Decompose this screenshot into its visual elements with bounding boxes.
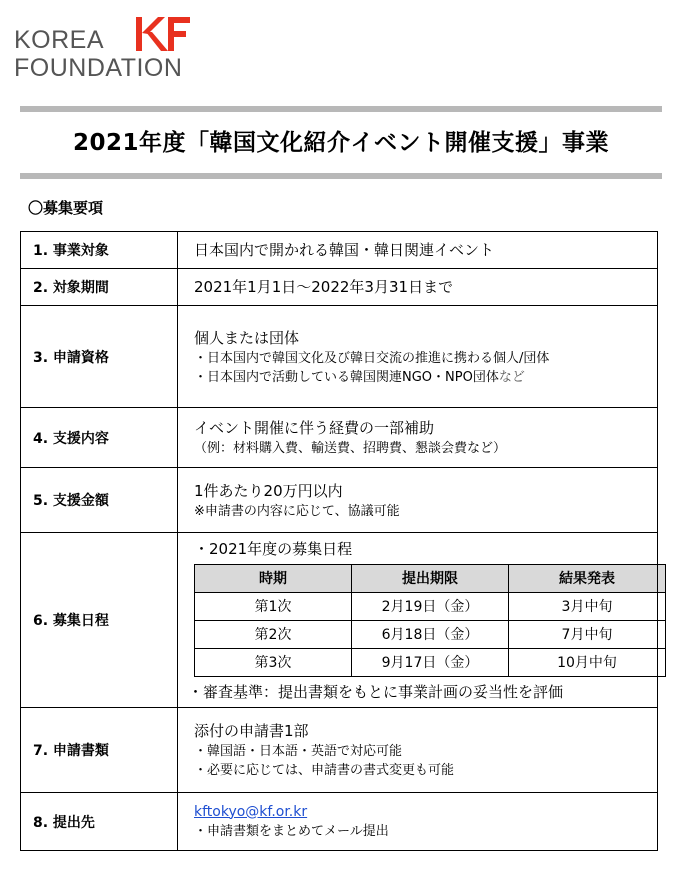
row-content <box>178 306 658 408</box>
schedule-header: 結果発表 <box>509 564 666 592</box>
row-label: 5. 支援金額 <box>21 468 178 533</box>
schedule-note: ・審査基準：提出書類をもとに事業計画の妥当性を評価 <box>188 682 564 701</box>
content-sub: ・必要に応じては、申請書の書式変更も可能 <box>194 763 455 778</box>
logo-text-korea: KOREA <box>14 26 105 54</box>
schedule-cell: 2月19日（金） <box>352 592 509 620</box>
requirements-table <box>20 231 658 851</box>
logo-text-foundation: FOUNDATION <box>14 54 183 82</box>
row-content <box>178 468 658 533</box>
table-row <box>21 408 658 468</box>
row-content <box>178 232 658 269</box>
schedule-header-row <box>195 564 666 592</box>
schedule-cell: 7月中旬 <box>509 620 666 648</box>
row-content <box>178 708 658 793</box>
content-sub-suffix: など <box>498 369 525 385</box>
row-label: 4. 支援内容 <box>21 408 178 468</box>
content-sub <box>194 368 657 387</box>
row-content <box>178 533 658 708</box>
schedule-row <box>195 648 666 676</box>
row-content <box>178 408 658 468</box>
schedule-row <box>195 620 666 648</box>
kf-logo-icon <box>134 14 194 54</box>
schedule-table <box>194 564 666 677</box>
content-main: 1件あたり20万円以内 <box>194 481 343 500</box>
content-sub-text: ・日本国内で活動している韓国関連NGO・NPO団体 <box>194 369 499 385</box>
korea-foundation-logo <box>8 10 198 85</box>
table-row <box>21 269 658 306</box>
top-divider <box>20 106 662 112</box>
row-content <box>178 793 658 851</box>
schedule-header: 提出期限 <box>352 564 509 592</box>
row-label: 6. 募集日程 <box>21 533 178 708</box>
table-row <box>21 468 658 533</box>
email-link[interactable]: kftokyo@kf.or.kr <box>194 803 308 820</box>
schedule-cell: 第3次 <box>195 648 352 676</box>
schedule-cell: 6月18日（金） <box>352 620 509 648</box>
content-main: 添付の申請書1部 <box>194 722 309 740</box>
content-sub: ・日本国内で韓国文化及び韓日交流の推進に携わる個人/団体 <box>194 350 550 366</box>
table-row <box>21 708 658 793</box>
table-row <box>21 793 658 851</box>
schedule-cell: 3月中旬 <box>509 592 666 620</box>
page-title: 2021年度「韓国文化紹介イベント開催支援」事業 <box>72 130 609 156</box>
schedule-cell: 第1次 <box>195 592 352 620</box>
table-row <box>21 232 658 269</box>
schedule-header: 時期 <box>195 564 352 592</box>
schedule-row <box>195 592 666 620</box>
schedule-cell: 10月中旬 <box>509 648 666 676</box>
content-main: 個人または団体 <box>194 328 300 347</box>
bottom-divider <box>20 173 662 179</box>
row-label: 3. 申請資格 <box>21 306 178 408</box>
content-main: イベント開催に伴う経費の一部補助 <box>194 419 435 437</box>
content-line: 日本国内で開かれる韓国・韓日関連イベント <box>194 241 495 259</box>
content-line: 2021年1月1日～2022年3月31日まで <box>194 278 454 296</box>
row-content <box>178 269 658 306</box>
table-row <box>21 533 658 708</box>
table-row <box>21 306 658 408</box>
content-sub: ・韓国語・日本語・英語で対応可能 <box>194 744 403 759</box>
row-label: 7. 申請書類 <box>21 708 178 793</box>
row-label: 8. 提出先 <box>21 793 178 851</box>
section-heading: 〇募集要項 <box>28 199 104 217</box>
schedule-cell: 9月17日（金） <box>352 648 509 676</box>
content-sub: （例：材料購入費、輸送費、招聘費、懇談会費など） <box>194 441 507 456</box>
row-label: 1. 事業対象 <box>21 232 178 269</box>
content-sub: ・申請書類をまとめてメール提出 <box>194 823 389 839</box>
content-sub: ※申請書の内容に応じて、協議可能 <box>194 503 400 519</box>
schedule-cell: 第2次 <box>195 620 352 648</box>
row-label: 2. 対象期間 <box>21 269 178 306</box>
schedule-heading: ・2021年度の募集日程 <box>194 539 353 558</box>
